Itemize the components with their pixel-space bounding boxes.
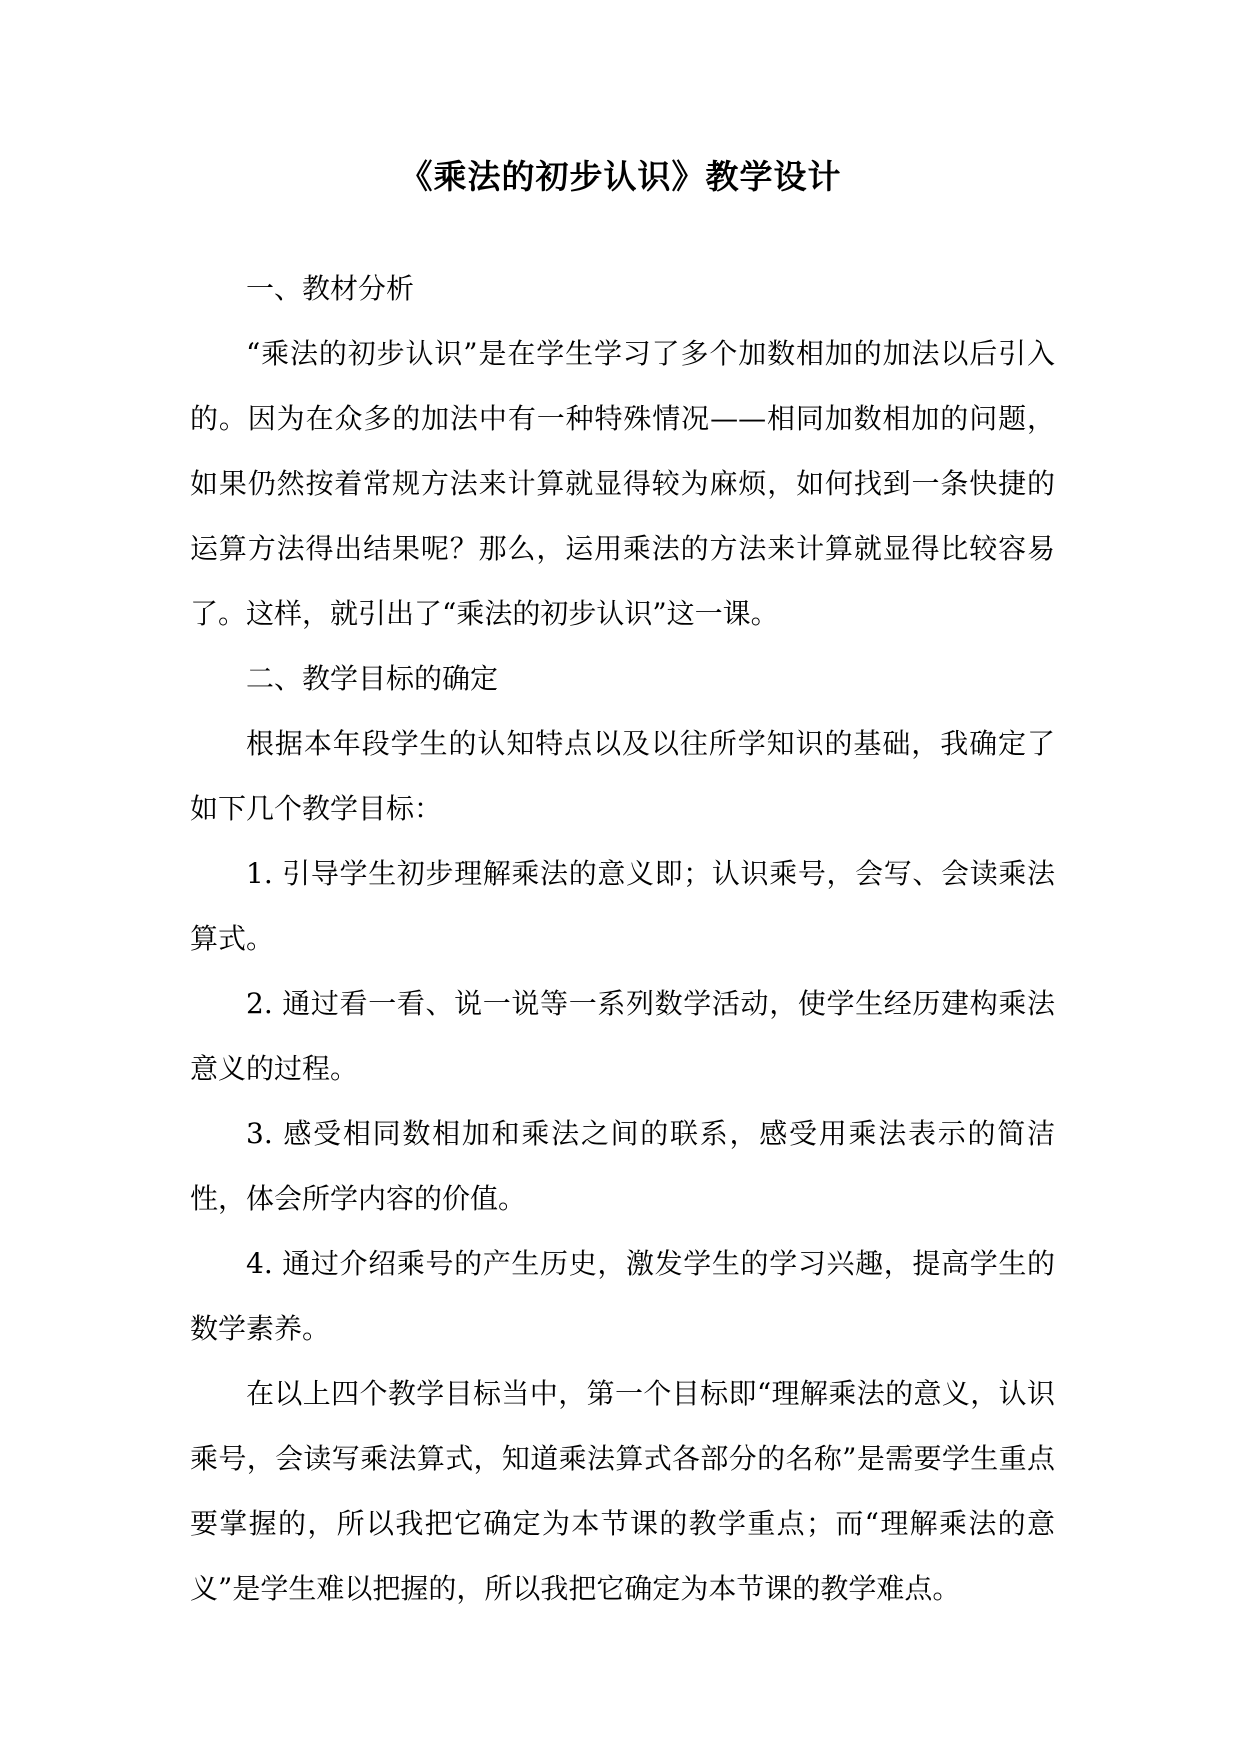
paragraph-key-points: 在以上四个教学目标当中，第一个目标即“理解乘法的意义，认识乘号，会读写乘法算式，知道乘法算式各部分的名称”是需要学生重点要掌握的，所以我把它确定为本节课的教学重点；而“理解乘法的意义”是学生难以把握的，所以我把它确定为本节课的教学难点。: [190, 1377, 1055, 1605]
document-title: 《乘法的初步认识》教学设计: [399, 157, 842, 196]
paragraph-goals-intro: 根据本年段学生的认知特点以及以往所学知识的基础，我确定了如下几个教学目标：: [190, 727, 1055, 825]
section-heading-teaching-goals: 二、教学目标的确定: [246, 662, 499, 695]
section-heading-textbook-analysis: 一、教材分析: [246, 272, 415, 305]
document-body: [190, 256, 1055, 1621]
goal-item-3: 3. 感受相同数相加和乘法之间的联系，感受用乘法表示的简洁性，体会所学内容的价值。: [190, 1117, 1055, 1215]
goal-item-1: 1. 引导学生初步理解乘法的意义即；认识乘号，会写、会读乘法算式。: [190, 857, 1055, 955]
goal-item-2: 2. 通过看一看、说一说等一系列数学活动，使学生经历建构乘法意义的过程。: [190, 987, 1055, 1085]
paragraph-textbook-analysis: “乘法的初步认识”是在学生学习了多个加数相加的加法以后引入的。因为在众多的加法中有一种特殊情况——相同加数相加的问题，如果仍然按着常规方法来计算就显得较为麻烦，如何找到一条快捷的运算方法得出结果呢？那么，运用乘法的方法来计算就显得比较容易了。这样，就引出了“乘法的初步认识”这一课。: [190, 337, 1055, 630]
goal-item-4: 4. 通过介绍乘号的产生历史，激发学生的学习兴趣，提高学生的数学素养。: [190, 1247, 1055, 1345]
